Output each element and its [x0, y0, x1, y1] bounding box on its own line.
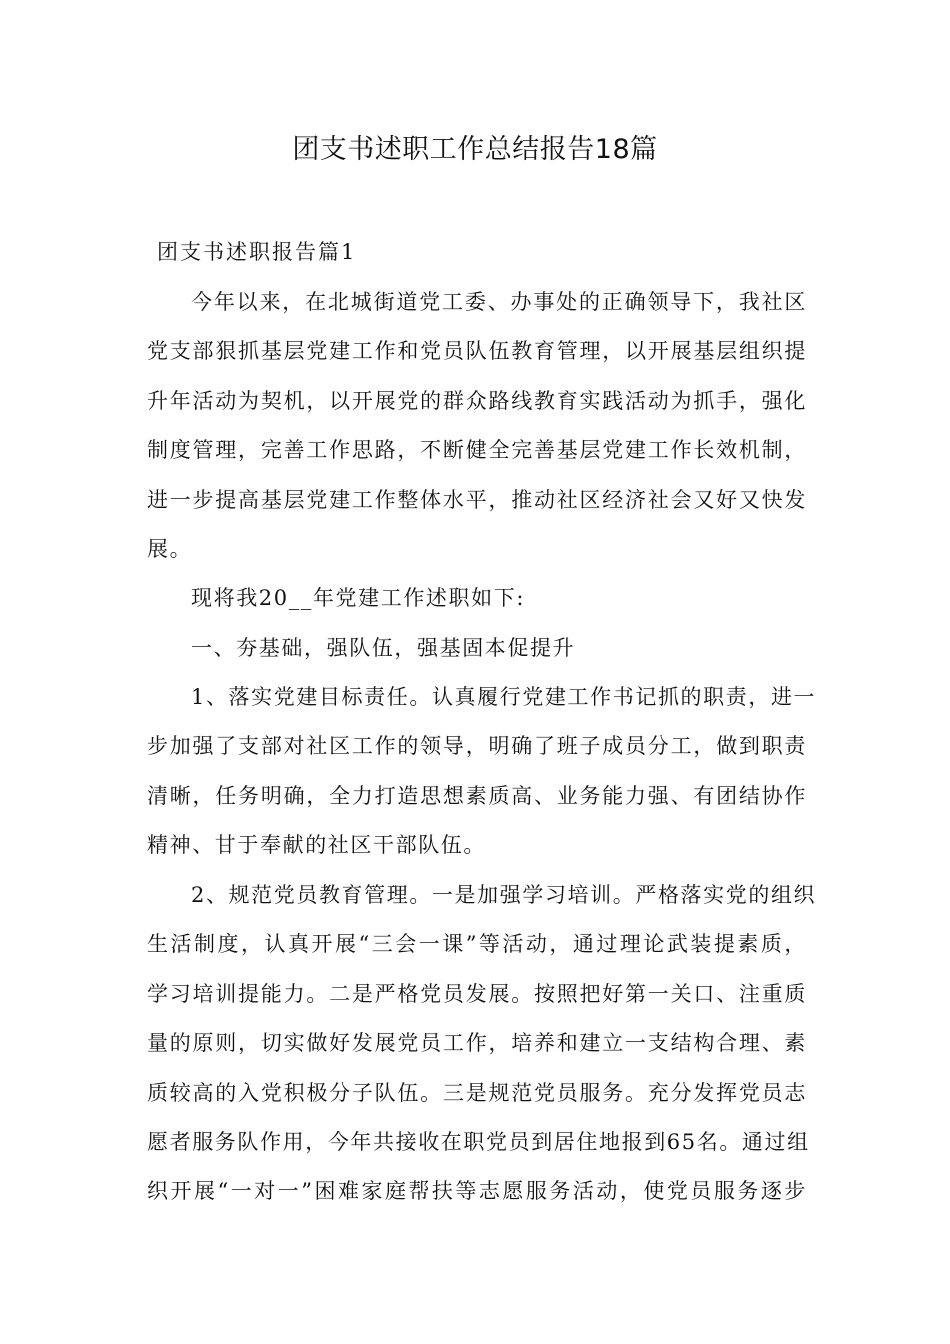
paragraph-report-intro: [147, 574, 807, 623]
paragraph-line: 织开展“一对一”困难家庭帮扶等志愿服务活动，使党员服务逐步: [147, 1179, 807, 1204]
paragraph-line: 愿者服务队作用，今年共接收在职党员到居住地报到65名。通过组: [147, 1129, 810, 1154]
paragraph-line: 展。: [147, 536, 193, 561]
paragraph-line: 质较高的入党积极分子队伍。三是规范党员服务。充分发挥党员志: [147, 1080, 807, 1105]
paragraph-line: 学习培训提能力。二是严格党员发展。按照把好第一关口、注重质: [147, 981, 807, 1006]
paragraph-item-2: [147, 871, 817, 1217]
paragraph-intro: [147, 278, 807, 574]
paragraph-line: 量的原则，切实做好发展党员工作，培养和建立一支结构合理、素: [147, 1031, 807, 1056]
document-title: 团支书述职工作总结报告18篇: [292, 134, 658, 165]
paragraph-item-1: [147, 673, 817, 871]
paragraph-line: 一、夯基础，强队伍，强基固本促提升: [191, 636, 576, 660]
paragraph-line: 进一步提高基层党建工作整体水平，推动社区经济社会又好又快发: [147, 487, 807, 512]
paragraph-line: 清晰，任务明确，全力打造思想素质高、业务能力强、有团结协作: [147, 783, 807, 808]
paragraph-line: 生活制度，认真开展“三会一课”等活动，通过理论武装提素质，: [147, 932, 807, 957]
paragraph-line: 现将我20__年党建工作述职如下:: [191, 586, 525, 610]
paragraph-line: 步加强了支部对社区工作的领导，明确了班子成员分工，做到职责: [147, 734, 807, 759]
paragraph-line: 1、落实党建目标责任。认真履行党建工作书记抓的职责，进一: [191, 685, 817, 709]
section-heading: 团支书述职报告篇1: [157, 240, 357, 264]
paragraph-line: 今年以来，在北城街道党工委、办事处的正确领导下，我社区: [191, 290, 807, 314]
paragraph-line: 2、规范党员教育管理。一是加强学习培训。严格落实党的组织: [191, 883, 817, 907]
paragraph-line: 制度管理，完善工作思路，不断健全完善基层党建工作长效机制，: [147, 438, 807, 463]
paragraph-line: 党支部狠抓基层党建工作和党员队伍教育管理，以开展基层组织提: [147, 339, 807, 364]
paragraph-section-one-heading: [147, 624, 807, 673]
paragraph-line: 精神、甘于奉献的社区干部队伍。: [147, 833, 486, 858]
paragraph-line: 升年活动为契机，以开展党的群众路线教育实践活动为抓手，强化: [147, 388, 807, 413]
